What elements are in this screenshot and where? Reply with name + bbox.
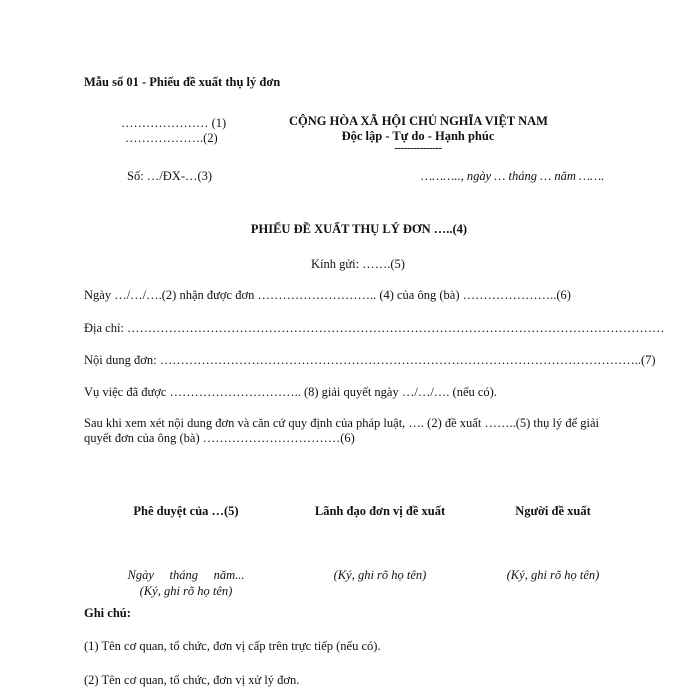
body-address-line: Địa chỉ: ………………………………………………………………………………………………………………… bbox=[84, 321, 665, 335]
signature-approver-sign-note: (Ký, ghi rõ họ tên) bbox=[139, 584, 233, 598]
body-resolved-line: Vụ việc đã được ………………………….. (8) giải quyết ngày …/…/…. (nếu có). bbox=[84, 385, 497, 399]
signature-proposer-sign-note: (Ký, ghi rõ họ tên) bbox=[506, 568, 600, 582]
body-content-line: Nội dung đơn: ……………………………………………………………………………………………………..(7) bbox=[84, 353, 656, 367]
note-item-1: (1) Tên cơ quan, tổ chức, đơn vị cấp trên trực tiếp (nếu có). bbox=[84, 639, 381, 653]
place-date-line: ……….., ngày … tháng … năm ……. bbox=[421, 169, 605, 183]
recipient-line: Kính gửi: …….(5) bbox=[311, 257, 405, 271]
document-number: Số: …/ĐX-…(3) bbox=[127, 169, 213, 183]
national-motto: Độc lập - Tự do - Hạnh phúc bbox=[341, 129, 495, 143]
notes-heading: Ghi chú: bbox=[84, 606, 131, 620]
agency-processing-line: ……………….(2) bbox=[125, 131, 218, 145]
signature-approver-title: Phê duyệt của …(5) bbox=[133, 504, 239, 518]
body-received-line: Ngày …/…/….(2) nhận được đơn ……………………….. (4) của ông (bà) …………………..(6) bbox=[84, 288, 571, 302]
body-proposal-paragraph: Sau khi xem xét nội dung đơn và căn cứ quy định của pháp luật, …. (2) đề xuất ……..(5) thụ lý để giải quyết đơn của ông (bà) ……………………………(6) bbox=[84, 416, 600, 445]
document-title: PHIẾU ĐỀ XUẤT THỤ LÝ ĐƠN …..(4) bbox=[250, 222, 468, 236]
signature-unit-leader-sign-note: (Ký, ghi rõ họ tên) bbox=[333, 568, 427, 582]
form-label: Mẫu số 01 - Phiếu đề xuất thụ lý đơn bbox=[84, 75, 281, 89]
signature-approver-date: Ngày tháng năm... bbox=[127, 568, 245, 582]
agency-superior-line: ………………… (1) bbox=[121, 116, 227, 130]
signature-unit-leader-title: Lãnh đạo đơn vị đề xuất bbox=[314, 504, 446, 518]
note-item-2: (2) Tên cơ quan, tổ chức, đơn vị xử lý đơn. bbox=[84, 673, 300, 687]
country-name: CỘNG HÒA XÃ HỘI CHỦ NGHĨA VIỆT NAM bbox=[289, 114, 548, 128]
signature-proposer-title: Người đề xuất bbox=[515, 504, 591, 518]
motto-rule: --------------- bbox=[394, 142, 442, 154]
